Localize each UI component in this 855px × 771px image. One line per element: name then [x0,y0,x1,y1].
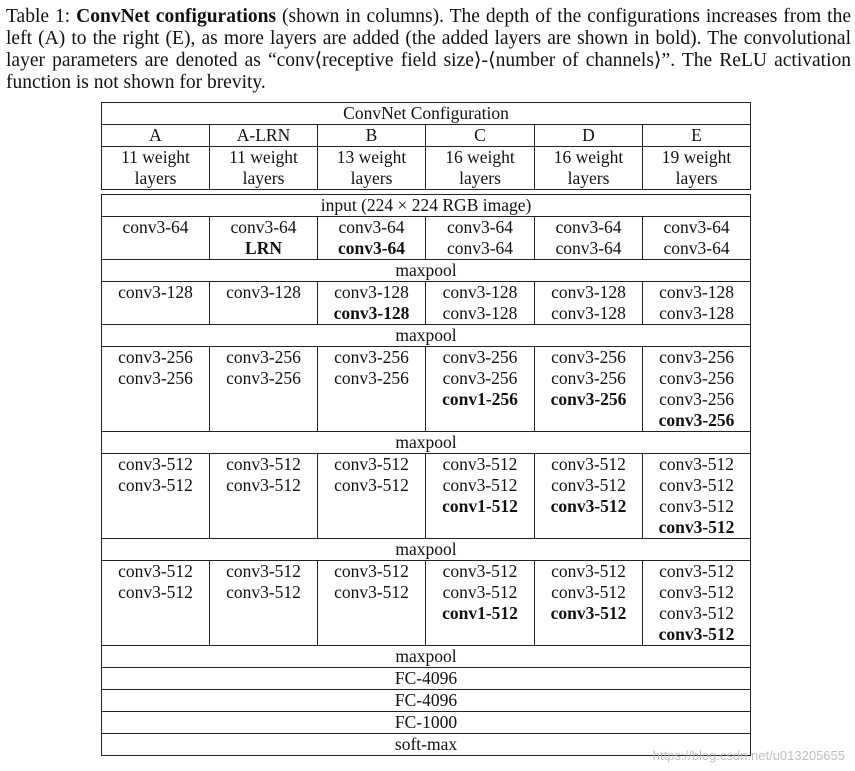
layer-label: conv3-512 [659,582,734,602]
maxpool-row: maxpool [102,260,751,282]
depth-cell: 11 weight layers [102,147,210,190]
layer-cell [210,217,318,260]
layer-cell [535,282,643,325]
depth-row [102,147,751,190]
layer-label: conv3-512 [442,454,518,474]
layer-label: LRN [245,238,282,258]
layer-cell [102,347,210,432]
layer-label: conv3-64 [555,238,622,258]
layer-cell [643,217,751,260]
layer-label: conv3-64 [337,238,406,258]
layer-block-row [102,454,751,539]
column-names-row [102,125,751,147]
layer-label: conv3-512 [118,454,193,474]
layer-label: conv3-512 [659,603,734,623]
layer-cell [426,454,535,539]
layer-label: conv3-512 [658,624,735,644]
tail-layer-row: FC-4096 [102,668,751,690]
maxpool-row: maxpool [102,325,751,347]
column-name: C [426,125,535,147]
layer-label: conv3-512 [334,582,409,602]
layer-label: conv3-128 [659,282,734,302]
layer-label: conv3-256 [442,368,518,388]
layer-label: conv3-64 [446,217,514,237]
layer-cell [210,282,318,325]
layer-label: conv3-128 [118,282,193,302]
layer-label: conv3-256 [551,368,626,388]
caption-text: (shown in columns). The depth of the configurations increases from the left (A) to the right (E), as more layers are added (the added layers are shown in bold). The convolutional layer parameters are denoted as “conv⟨receptive field size⟩-⟨number of channels⟩”. The ReLU activation function is not shown for brevity. [6,6,851,93]
layer-block-row [102,217,751,260]
layer-cell [318,561,426,646]
layer-cell [318,454,426,539]
layer-label: conv3-512 [659,454,734,474]
layer-label: conv1-512 [442,496,518,516]
layer-label: conv3-512 [442,475,518,495]
layer-cell [426,561,535,646]
layer-label: conv3-128 [551,303,626,323]
layer-label: conv3-512 [118,475,193,495]
layer-label: conv3-64 [338,217,405,237]
convnet-config-table [101,102,751,756]
layer-label: conv3-64 [663,217,730,237]
layer-label: conv3-512 [226,582,301,602]
layer-label: conv3-64 [555,217,622,237]
layer-cell [318,217,426,260]
tail-layer-row: FC-1000 [102,712,751,734]
layer-label: conv3-128 [659,303,734,323]
layer-label: conv3-64 [446,238,514,258]
column-name: A-LRN [210,125,318,147]
column-name: B [318,125,426,147]
layer-label: conv3-512 [118,561,193,581]
layer-cell [426,282,535,325]
layer-label: conv3-128 [442,282,518,302]
layer-label: conv3-512 [334,454,409,474]
layer-label: conv3-256 [442,347,518,367]
watermark: https://blog.csdn.net/u013205655 [652,748,845,763]
column-name: D [535,125,643,147]
layer-label: conv3-256 [118,368,193,388]
layer-label: conv3-256 [659,368,734,388]
layer-cell [426,347,535,432]
layer-cell [535,347,643,432]
depth-cell: 16 weight layers [426,147,535,190]
layer-label: conv3-256 [118,347,193,367]
layer-label: conv3-256 [550,389,627,409]
layer-label: conv3-512 [551,454,626,474]
layer-cell [535,217,643,260]
maxpool-row: maxpool [102,646,751,668]
layer-cell [535,561,643,646]
layer-label: conv3-256 [226,347,301,367]
layer-label: conv3-512 [659,475,734,495]
layer-label: conv3-512 [550,603,627,623]
maxpool-row: maxpool [102,539,751,561]
layer-label: conv3-512 [226,475,301,495]
layer-cell [210,454,318,539]
layer-cell [210,561,318,646]
layer-cell [318,282,426,325]
layer-cell [102,217,210,260]
layer-cell [318,347,426,432]
layer-label: conv3-64 [230,217,297,237]
layer-cell [426,217,535,260]
layer-label: conv3-512 [551,475,626,495]
layer-label: conv3-512 [659,561,734,581]
layer-label: conv3-128 [226,282,301,302]
layer-block-row [102,282,751,325]
tail-layer-row: soft-max [102,734,751,756]
layer-cell [102,561,210,646]
layer-cell [643,347,751,432]
layer-label: conv3-512 [118,582,193,602]
layer-cell [643,454,751,539]
depth-cell: 11 weight layers [210,147,318,190]
tail-layer-row: FC-4096 [102,690,751,712]
caption-label: Table 1: [6,6,77,27]
layer-label: conv1-256 [442,389,518,409]
layer-label: conv3-512 [442,561,518,581]
layer-label: conv3-512 [334,475,409,495]
layer-cell [102,282,210,325]
layer-label: conv3-512 [226,454,301,474]
input-row: input (224 × 224 RGB image) [102,195,751,217]
layer-label: conv3-128 [442,303,518,323]
layer-label: conv3-512 [551,582,626,602]
layer-label: conv3-512 [658,517,735,537]
layer-label: conv3-256 [659,389,734,409]
table-header-title: ConvNet Configuration [102,103,751,125]
layer-label: conv3-512 [226,561,301,581]
layer-cell [535,454,643,539]
layer-cell [643,561,751,646]
layer-label: conv3-256 [334,347,409,367]
layer-label: conv3-512 [334,561,409,581]
layer-label: conv3-256 [226,368,301,388]
column-name: A [102,125,210,147]
layer-cell [102,454,210,539]
layer-label: conv3-512 [659,496,734,516]
column-name: E [643,125,751,147]
depth-cell: 16 weight layers [535,147,643,190]
layer-label: conv3-64 [122,217,189,237]
table-caption [6,6,851,94]
layer-label: conv3-128 [334,282,409,302]
layer-cell [210,347,318,432]
layer-block-row [102,561,751,646]
caption-bold-title: ConvNet configurations [76,6,277,27]
layer-label: conv1-512 [442,603,518,623]
layer-label: conv3-128 [551,282,626,302]
layer-label: conv3-256 [659,347,734,367]
layer-label: conv3-64 [663,238,730,258]
layer-label: conv3-512 [442,582,518,602]
maxpool-row: maxpool [102,432,751,454]
layer-cell [643,282,751,325]
depth-cell: 13 weight layers [318,147,426,190]
depth-cell: 19 weight layers [643,147,751,190]
layer-label: conv3-256 [551,347,626,367]
layer-label: conv3-512 [550,496,627,516]
layer-label: conv3-256 [658,410,735,430]
layer-block-row [102,347,751,432]
layer-label: conv3-512 [551,561,626,581]
layer-label: conv3-256 [334,368,409,388]
layer-label: conv3-128 [333,303,410,323]
